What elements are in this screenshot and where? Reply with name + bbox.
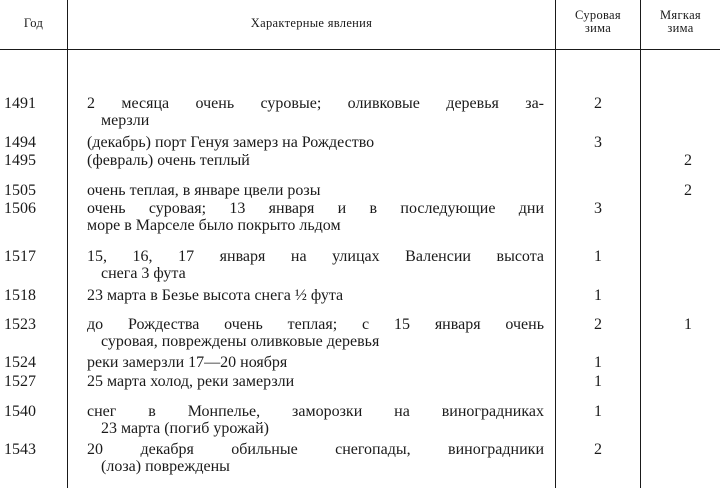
row-text-line: 20 декабря обильные снегопады, виноградники — [87, 441, 544, 458]
row-text-line: очень суровая; 13 января и в последующие дни — [87, 200, 544, 217]
severe-value: 3 — [594, 200, 602, 217]
severe-value: 2 — [594, 95, 602, 112]
header-year: Год — [23, 16, 44, 30]
header-mild-line1: Мягкая — [660, 8, 701, 22]
row-text-line: (февраль) очень теплый — [87, 152, 250, 169]
column-divider-phenomena — [555, 0, 556, 488]
row-text — [87, 403, 544, 437]
header-mild-line2: зима — [667, 21, 694, 35]
severe-value: 1 — [594, 248, 602, 265]
row-text — [87, 200, 544, 234]
severe-value: 2 — [594, 316, 602, 333]
row-text-line: 2 месяца очень суровые; оливковые деревья за- — [87, 95, 544, 112]
row-year: 1494 — [4, 134, 36, 151]
row-year: 1506 — [4, 200, 36, 217]
row-text — [87, 182, 544, 199]
header-mild — [641, 9, 720, 35]
severe-value: 1 — [594, 287, 602, 304]
severe-value: 1 — [594, 354, 602, 371]
row-text-line: 15, 16, 17 января на улицах Валенсии высота — [87, 248, 544, 265]
row-text — [87, 248, 544, 282]
column-divider-year — [67, 0, 68, 488]
row-year: 1540 — [4, 403, 36, 420]
row-year: 1543 — [4, 441, 36, 458]
row-text-line: 23 марта в Безье высота снега ½ фута — [87, 287, 344, 304]
row-year: 1495 — [4, 152, 36, 169]
row-year: 1505 — [4, 182, 36, 199]
row-text-line: мерзли — [101, 112, 150, 129]
header-rule — [0, 49, 720, 50]
row-text-line: снег в Монпелье, заморозки на виноградниках — [87, 403, 544, 420]
row-year: 1527 — [4, 373, 36, 390]
row-text — [87, 373, 544, 390]
row-text-line: снега 3 фута — [101, 265, 186, 282]
row-text — [87, 354, 544, 371]
row-text-line: реки замерзли 17—20 ноября — [87, 354, 288, 371]
severe-value: 1 — [594, 373, 602, 390]
mild-value: 1 — [684, 316, 692, 333]
row-year: 1523 — [4, 316, 36, 333]
row-text — [87, 316, 544, 350]
header-phenomena: Характерные явления — [250, 16, 373, 30]
row-year: 1518 — [4, 287, 36, 304]
header-severe-line1: Суровая — [575, 8, 621, 22]
row-text — [87, 441, 544, 475]
row-year: 1491 — [4, 95, 36, 112]
header-severe-line2: зима — [584, 21, 612, 35]
mild-value: 2 — [684, 152, 692, 169]
severe-value: 3 — [594, 134, 602, 151]
row-year: 1524 — [4, 354, 36, 371]
row-text — [87, 152, 544, 169]
row-text — [87, 134, 544, 151]
row-year: 1517 — [4, 248, 36, 265]
mild-value: 2 — [684, 182, 692, 199]
row-text-line: (декабрь) порт Генуя замерз на Рождество — [87, 134, 375, 151]
row-text — [87, 287, 544, 304]
row-text-line: (лоза) повреждены — [101, 458, 230, 475]
column-divider-severe — [640, 0, 641, 488]
severe-value: 1 — [594, 403, 602, 420]
row-text-line: 25 марта холод, реки замерзли — [87, 373, 295, 390]
row-text-line: очень теплая, в январе цвели розы — [87, 182, 321, 199]
row-text-line: 23 марта (погиб урожай) — [101, 420, 269, 437]
row-text-line: море в Марселе было покрыто льдом — [87, 217, 341, 234]
row-text-line: суровая, повреждены оливковые деревья — [101, 333, 380, 350]
severe-value: 2 — [594, 441, 602, 458]
header-severe — [556, 9, 640, 35]
row-text — [87, 95, 544, 129]
row-text-line: до Рождества очень теплая; с 15 января очень — [87, 316, 544, 333]
